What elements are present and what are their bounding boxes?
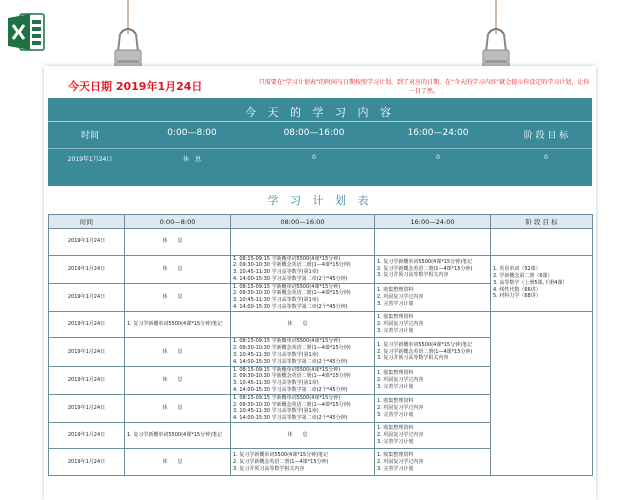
task-line: 3. 10:45-11:30 学习高等数学(第1章) [233, 351, 319, 358]
task-line: 1. 复习学新概单词5500(4课*15分钟)笔记 [233, 451, 329, 458]
goal-line: 5. 材料力学（68讲） [493, 293, 541, 300]
col-header-morning: 0:00—8:00 [125, 215, 231, 229]
plan-table-title: 学 习 计 划 表 [267, 194, 373, 207]
task-line: 4. 14:00-15:30 学习高等数学第二章(2个*45分钟) [233, 415, 348, 422]
table-row [49, 311, 593, 338]
today-date-label: 今天日期 2019年1月24日 [68, 80, 203, 93]
evening-cell [375, 449, 491, 476]
planner-sheet [44, 66, 596, 500]
task-line: 1. 收集整理资料 [377, 398, 414, 405]
task-line: 1. 复习学新概单词5500(4课*15分钟)笔记 [377, 341, 473, 348]
evening-cell [375, 283, 491, 311]
task-line: 3. 完善学习计划 [377, 383, 414, 390]
task-line: 3. 完善学习计划 [377, 328, 414, 335]
goal-line: 1. 英语单词（52课） [493, 266, 541, 273]
task-line: 1. 收集整理资料 [377, 451, 414, 458]
goal-line: 3. 高等数学（上册5课,下册4课） [493, 279, 568, 286]
task-line: 2. 巩固复习学过内容 [377, 293, 424, 300]
task-line: 2. 09:30-10:30 学新概念英语二册(1—4课*15分钟) [233, 345, 351, 352]
evening-cell [375, 338, 491, 366]
banner-value-day: 0 [312, 154, 316, 161]
task-line: 4. 14:00-15:30 学习高等数学第二章(2个*45分钟) [233, 304, 348, 311]
col-header-day: 08:00—16:00 [231, 215, 375, 229]
stage-goal-cell [491, 255, 593, 311]
day-cell [231, 366, 375, 394]
task-line: 2. 09:30-10:30 学新概念英语二册(1—4课*15分钟) [233, 262, 351, 269]
task-line: 2. 巩固复习学过内容 [377, 321, 424, 328]
rest-cell: 休息 [231, 311, 375, 338]
col-header-time: 时间 [49, 215, 125, 229]
task-line: 3. 复习并预习高等数学相关内容 [377, 272, 449, 279]
rest-cell: 休息 [125, 449, 231, 476]
task-line: 1. 08:15-09:15 学新概单词5500(4课*15分钟) [233, 394, 341, 401]
row-date: 2019年1月24日 [49, 255, 125, 283]
plan-header-row [49, 215, 593, 229]
task-line: 1. 收集整理资料 [377, 314, 414, 321]
task-line: 2. 09:30-10:30 学新概念英语二册(1—4课*15分钟) [233, 401, 351, 408]
evening-cell [375, 366, 491, 394]
rest-cell: 休息 [125, 283, 231, 311]
task-line: 2. 复习学新概念英语二册(1—4课*15分钟) [377, 348, 473, 355]
banner-value-morning: 休 息 [182, 156, 201, 163]
plan-table [48, 214, 593, 476]
today-banner [48, 98, 592, 186]
table-row [49, 255, 593, 283]
morning-cell [125, 422, 231, 449]
task-line: 1. 08:15-09:15 学新概单词5500(4课*15分钟) [233, 338, 341, 345]
task-line: 2. 09:30-10:30 学新概念英语二册(1—4课*15分钟) [233, 373, 351, 380]
task-line: 3. 完善学习计划 [377, 465, 414, 472]
task-line: 1. 复习学新概单词5500(4课*15分钟)笔记 [127, 321, 223, 328]
task-line: 3. 完善学习计划 [377, 300, 414, 307]
task-line: 4. 14:00-15:30 学习高等数学第二章(2个*45分钟) [233, 358, 348, 365]
evening-cell [375, 229, 491, 256]
col-header-goal: 阶 段 目 标 [491, 215, 593, 229]
rest-cell: 休息 [125, 366, 231, 394]
row-date: 2019年1月24日 [49, 449, 125, 476]
row-date: 2019年1月24日 [49, 338, 125, 366]
day-cell [231, 255, 375, 283]
task-line: 3. 10:45-11:30 学习高等数学(第1章) [233, 269, 319, 276]
day-cell [231, 229, 375, 256]
row-date: 2019年1月24日 [49, 311, 125, 338]
task-line: 1. 复习学新概单词5500(4课*15分钟)笔记 [127, 432, 223, 439]
evening-cell [375, 255, 491, 283]
evening-cell [375, 394, 491, 422]
task-line: 4. 14:00-15:30 学习高等数学第二章(2个*45分钟) [233, 275, 348, 282]
row-date: 2019年1月24日 [49, 394, 125, 422]
usage-notice: 只需要在“学习计划表”的时间与日期按照学习计划，到了对应的日期，在“今天的学习内容”就会提示你设定的学习计划，让你一目了然。 [258, 79, 590, 95]
task-line: 3. 完善学习计划 [377, 411, 414, 418]
row-date: 2019年1月24日 [49, 283, 125, 311]
task-line: 3. 10:45-11:30 学习高等数学(第1章) [233, 297, 319, 304]
divider [48, 121, 592, 122]
task-line: 1. 08:15-09:15 学新概单词5500(4课*15分钟) [233, 283, 341, 290]
task-line: 1. 08:15-09:15 学新概单词5500(4课*15分钟) [233, 255, 341, 262]
goal-line: 2. 学新概念第二册（6课） [493, 272, 553, 279]
rest-cell: 休息 [125, 338, 231, 366]
task-line: 3. 复习并预习高等数学相关内容 [233, 465, 305, 472]
banner-col-time: 时间 [80, 131, 99, 141]
day-cell [231, 394, 375, 422]
task-line: 3. 10:45-11:30 学习高等数学(第1章) [233, 380, 319, 387]
task-line: 3. 复习并预习高等数学相关内容 [377, 355, 449, 362]
banner-col-morning: 0:00—8:00 [167, 128, 217, 138]
banner-value-evening: 0 [436, 154, 440, 161]
day-cell [231, 283, 375, 311]
task-line: 2. 09:30-10:30 学新概念英语二册(1—4课*15分钟) [233, 290, 351, 297]
banner-col-day: 08:00—16:00 [283, 128, 345, 138]
day-cell [231, 449, 375, 476]
task-line: 2. 巩固复习学过内容 [377, 376, 424, 383]
task-line: 1. 收集整理资料 [377, 425, 414, 432]
task-line: 1. 08:15-09:15 学新概单词5500(4课*15分钟) [233, 366, 341, 373]
table-row [49, 229, 593, 256]
task-line: 2. 巩固复习学过内容 [377, 458, 424, 465]
row-date: 2019年1月24日 [49, 422, 125, 449]
task-line: 3. 10:45-11:30 学习高等数学(第1章) [233, 408, 319, 415]
day-cell [231, 338, 375, 366]
rest-cell: 休息 [231, 422, 375, 449]
banner-value-goal: 0 [544, 154, 548, 161]
task-line: 4. 14:00-15:30 学习高等数学第二章(2个*45分钟) [233, 386, 348, 393]
rest-cell: 休息 [125, 394, 231, 422]
task-line: 1. 收集整理资料 [377, 287, 414, 294]
banner-value-date: 2019年1月24日 [67, 156, 113, 163]
today-banner-title: 今 天 的 学 习 内 容 [245, 106, 395, 119]
excel-icon [6, 10, 46, 54]
task-line: 2. 复习学新概念英语二册(1—4课*15分钟) [233, 458, 329, 465]
divider [48, 148, 592, 149]
rest-cell: 休息 [125, 255, 231, 283]
evening-cell [375, 311, 491, 338]
row-date: 2019年1月24日 [49, 366, 125, 394]
task-line: 2. 巩固复习学过内容 [377, 432, 424, 439]
banner-col-evening: 16:00—24:00 [407, 128, 469, 138]
task-line: 2. 巩固复习学过内容 [377, 404, 424, 411]
goal-cell-empty [491, 311, 593, 475]
rest-cell: 休息 [125, 229, 231, 256]
goal-cell-empty [491, 229, 593, 256]
evening-cell [375, 422, 491, 449]
task-line: 2. 复习学新概念英语二册(1—4课*15分钟) [377, 265, 473, 272]
morning-cell [125, 311, 231, 338]
col-header-evening: 16:00—24:00 [375, 215, 491, 229]
task-line: 1. 复习学新概单词5500(4课*15分钟)笔记 [377, 258, 473, 265]
task-line: 1. 收集整理资料 [377, 369, 414, 376]
goal-line: 4. 线性代数（66讲） [493, 286, 541, 293]
row-date: 2019年1月24日 [49, 229, 125, 256]
task-line: 3. 完善学习计划 [377, 439, 414, 446]
banner-col-goal: 阶 段 目 标 [523, 131, 569, 141]
